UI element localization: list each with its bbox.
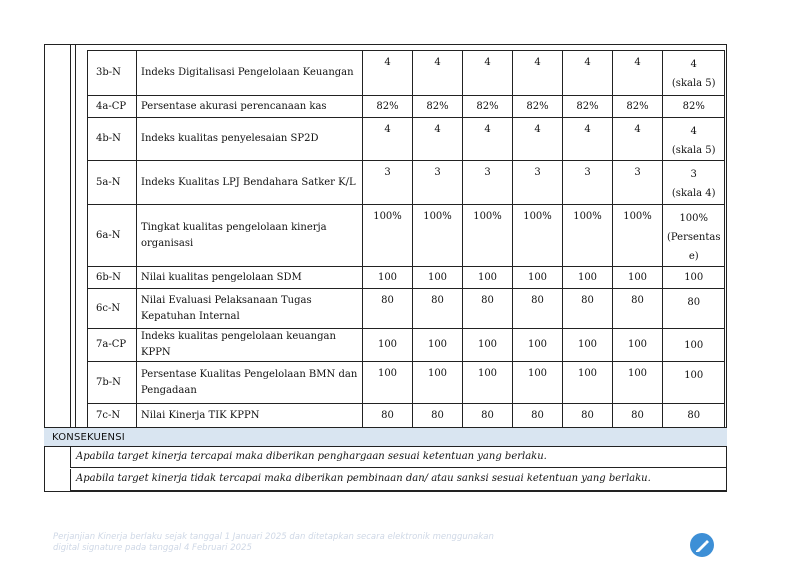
target-value: 82% (626, 100, 649, 112)
table-row (88, 267, 725, 289)
target-value: 82% (426, 100, 449, 112)
target-value: 80 (381, 409, 394, 421)
konsekuensi-header: KONSEKUENSI (44, 427, 727, 447)
indicator-name: Nilai Kinerja TIK KPPN (137, 404, 363, 428)
target-value: 3 (534, 167, 541, 178)
target-value: 4 (434, 57, 441, 68)
target-value: 100 (477, 271, 498, 283)
target-value: 4 (690, 126, 697, 137)
target-value: 4 (534, 57, 541, 68)
indicator-code: 4b-N (88, 118, 137, 161)
table-row (88, 205, 725, 267)
target-value-cell (563, 161, 613, 205)
target-value-cell (513, 51, 563, 96)
target-value-cell (513, 329, 563, 362)
target-value: 4 (634, 124, 641, 135)
target-value-cell (413, 51, 463, 96)
target-value-cell (463, 289, 513, 329)
target-value: 4 (634, 57, 641, 68)
target-value: 100 (684, 370, 704, 381)
target-value: 100 (577, 368, 598, 379)
table-row (88, 362, 725, 404)
footer-line: Perjanjian Kinerja berlaku sejak tanggal 1 Januari 2025 dan ditetapkan secara elektronik menggunakan (53, 532, 494, 542)
target-value-cell (363, 267, 413, 289)
target-value-cell (463, 161, 513, 205)
target-value-cell (413, 96, 463, 118)
indicator-name: Nilai kualitas pengelolaan SDM (137, 267, 363, 289)
konsekuensi-item: Apabila target kinerja tercapai maka diberikan penghargaan sesuai ketentuan yang berlaku. (70, 447, 727, 468)
target-value: 100 (627, 368, 648, 379)
target-value-cell (463, 51, 513, 96)
target-value: 100 (477, 339, 498, 350)
target-value: 4 (534, 124, 541, 135)
scale-note: (skala 5) (671, 145, 716, 156)
target-value-cell (463, 118, 513, 161)
indicator-code: 6b-N (88, 267, 137, 289)
target-value: 100% (423, 211, 452, 222)
target-value: 80 (687, 410, 701, 421)
indicator-name: Persentase akurasi perencanaan kas (137, 96, 363, 118)
target-value-cell (613, 362, 663, 404)
target-value-cell (663, 329, 725, 362)
target-value: 80 (531, 409, 544, 421)
target-value: 100 (684, 339, 704, 351)
target-value-cell (363, 96, 413, 118)
target-value-cell (613, 118, 663, 161)
target-value: 100 (684, 272, 704, 283)
target-value: 80 (631, 295, 644, 306)
target-value-cell (413, 161, 463, 205)
target-value: 80 (481, 295, 494, 306)
indicator-code: 7b-N (88, 362, 137, 404)
table-row (88, 96, 725, 118)
target-value-cell (513, 96, 563, 118)
target-value-cell (513, 205, 563, 267)
target-value: 80 (687, 297, 701, 308)
target-value-cell (513, 289, 563, 329)
footer-note (53, 532, 573, 554)
target-value-cell (563, 362, 613, 404)
target-value-cell (363, 404, 413, 428)
scale-note: (skala 5) (671, 78, 716, 89)
target-value-cell (463, 329, 513, 362)
target-value-cell (663, 404, 725, 428)
target-value-cell (363, 205, 413, 267)
target-value: 100 (627, 339, 648, 350)
indicator-code: 7a-CP (88, 329, 137, 362)
table-row (88, 51, 725, 96)
footer-line: digital signature pada tanggal 4 Februari 2025 (53, 543, 252, 553)
target-value: 100 (427, 368, 448, 379)
target-value-cell (663, 51, 725, 96)
target-value-cell (563, 404, 613, 428)
target-value: 82% (376, 100, 399, 112)
target-value-cell (613, 404, 663, 428)
target-value-cell (413, 362, 463, 404)
target-value-cell (613, 96, 663, 118)
target-value-cell (363, 362, 413, 404)
target-value-cell (413, 267, 463, 289)
target-value: 3 (690, 169, 697, 180)
target-value-cell (663, 362, 725, 404)
target-value: 3 (484, 167, 491, 178)
target-value-cell (463, 404, 513, 428)
target-value-cell (513, 267, 563, 289)
target-value: 100% (373, 211, 402, 222)
target-value-cell (663, 118, 725, 161)
frame-top-rule (45, 44, 726, 45)
table-row (88, 404, 725, 428)
target-value: 4 (584, 57, 591, 68)
target-value-cell (463, 362, 513, 404)
target-value-cell (663, 96, 725, 118)
target-value: 82% (476, 100, 499, 112)
target-value: 80 (381, 295, 394, 306)
target-value-cell (363, 329, 413, 362)
indicator-name: Nilai Evaluasi Pelaksanaan Tugas Kepatuhan Internal (137, 289, 363, 329)
indicator-name: Persentase Kualitas Pengelolaan BMN dan Pengadaan (137, 362, 363, 404)
target-value: 3 (384, 167, 391, 178)
target-value-cell (563, 267, 613, 289)
target-value: 100% (679, 213, 709, 224)
target-value: 100 (627, 271, 648, 283)
target-value-cell (413, 404, 463, 428)
target-value: 80 (631, 409, 644, 421)
target-value: 100 (427, 339, 448, 350)
indicator-name: Tingkat kualitas pengelolaan kinerja organisasi (137, 205, 363, 267)
indicator-code: 6a-N (88, 205, 137, 267)
target-value: 100 (377, 271, 398, 283)
target-value: 4 (484, 124, 491, 135)
target-value-cell (563, 96, 613, 118)
target-value-cell (613, 205, 663, 267)
target-value: 100 (577, 339, 598, 350)
indicator-code: 4a-CP (88, 96, 137, 118)
target-value: 80 (531, 295, 544, 306)
target-value-cell (513, 404, 563, 428)
target-value-cell (413, 205, 463, 267)
target-value: 3 (434, 167, 441, 178)
target-value: 100 (377, 339, 398, 350)
target-value: 4 (484, 57, 491, 68)
scale-note: (Persentas e) (667, 232, 721, 262)
target-value-cell (563, 118, 613, 161)
target-value: 100 (477, 368, 498, 379)
target-value-cell (363, 289, 413, 329)
indicator-name: Indeks kualitas pengelolaan keuangan KPPN (137, 329, 363, 362)
target-value: 82% (682, 101, 705, 112)
scale-note: (skala 4) (671, 188, 716, 199)
frame-inner-rule-2 (75, 44, 76, 427)
frame-inner-rule (70, 44, 71, 427)
target-value-cell (413, 289, 463, 329)
target-value: 4 (384, 124, 391, 135)
indicator-name: Indeks Kualitas LPJ Bendahara Satker K/L (137, 161, 363, 205)
target-value: 100 (427, 271, 448, 283)
target-value-cell (513, 161, 563, 205)
target-value: 80 (581, 295, 594, 306)
indicator-code: 6c-N (88, 289, 137, 329)
target-value-cell (613, 289, 663, 329)
table-row (88, 329, 725, 362)
target-value-cell (663, 161, 725, 205)
target-value: 4 (434, 124, 441, 135)
target-value-cell (613, 161, 663, 205)
target-value: 80 (581, 409, 594, 421)
target-value-cell (613, 267, 663, 289)
target-value: 80 (431, 295, 444, 306)
target-value-cell (563, 51, 613, 96)
target-value-cell (663, 205, 725, 267)
target-value: 100 (577, 271, 598, 283)
target-value: 82% (526, 100, 549, 112)
table-row (88, 289, 725, 329)
target-value: 80 (431, 409, 444, 421)
konsekuensi-item: Apabila target kinerja tidak tercapai maka diberikan pembinaan dan/ atau sanksi sesuai ketentuan yang berlaku. (70, 469, 727, 491)
indicator-code: 5a-N (88, 161, 137, 205)
target-value: 100% (623, 211, 652, 222)
target-value: 100% (523, 211, 552, 222)
target-value: 100 (527, 368, 548, 379)
target-value-cell (463, 96, 513, 118)
target-value: 3 (634, 167, 641, 178)
target-value: 100 (527, 271, 548, 283)
pen-logo-icon (690, 533, 714, 557)
table-row (88, 161, 725, 205)
target-value-cell (613, 51, 663, 96)
target-value: 100 (377, 368, 398, 379)
indicator-name: Indeks kualitas penyelesaian SP2D (137, 118, 363, 161)
target-value: 82% (576, 100, 599, 112)
indicator-code: 7c-N (88, 404, 137, 428)
indicator-table (87, 50, 725, 428)
target-value-cell (663, 289, 725, 329)
target-value-cell (463, 205, 513, 267)
target-value: 100 (527, 339, 548, 350)
target-value: 100% (473, 211, 502, 222)
target-value: 100% (573, 211, 602, 222)
target-value: 4 (690, 59, 697, 70)
indicator-name: Indeks Digitalisasi Pengelolaan Keuangan (137, 51, 363, 96)
target-value-cell (363, 161, 413, 205)
target-value: 4 (384, 57, 391, 68)
target-value-cell (663, 267, 725, 289)
indicator-code: 3b-N (88, 51, 137, 96)
target-value-cell (413, 118, 463, 161)
target-value: 4 (584, 124, 591, 135)
target-value-cell (563, 205, 613, 267)
target-value-cell (563, 289, 613, 329)
target-value-cell (363, 51, 413, 96)
target-value-cell (513, 118, 563, 161)
target-value-cell (463, 267, 513, 289)
target-value: 80 (481, 409, 494, 421)
target-value-cell (613, 329, 663, 362)
target-value: 3 (584, 167, 591, 178)
table-row (88, 118, 725, 161)
target-value-cell (413, 329, 463, 362)
target-value-cell (513, 362, 563, 404)
target-value-cell (563, 329, 613, 362)
target-value-cell (363, 118, 413, 161)
